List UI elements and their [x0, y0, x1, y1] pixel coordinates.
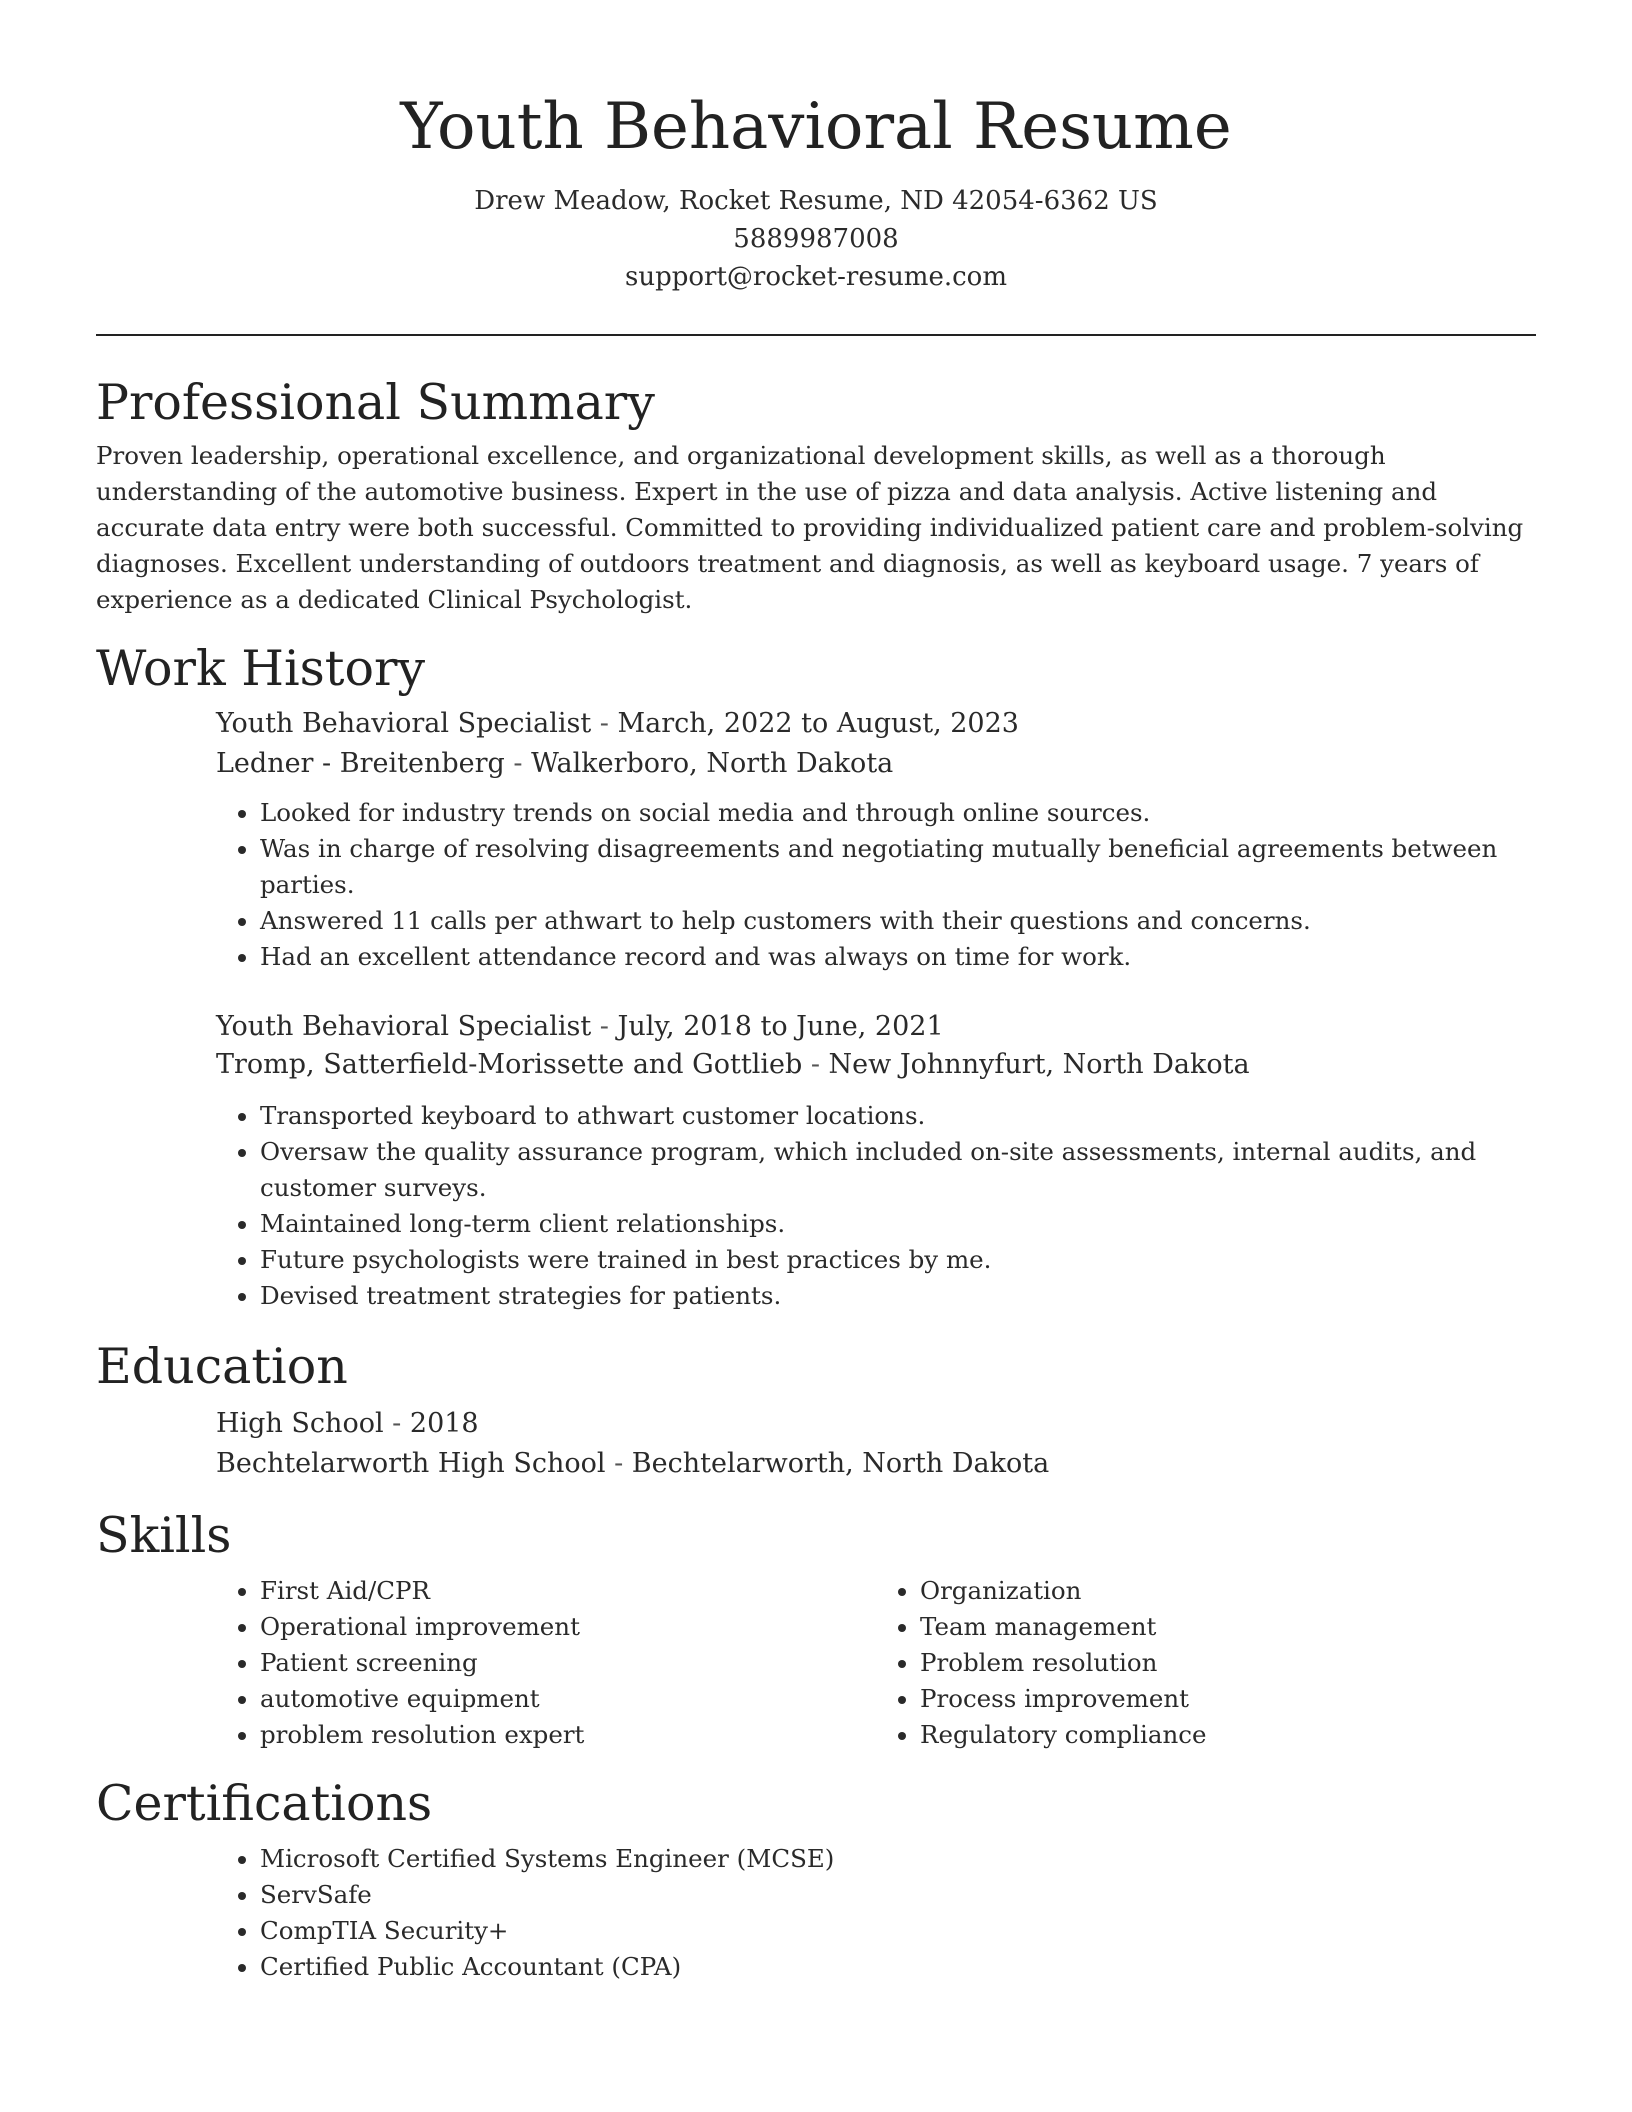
list-item: • Operational improvement	[260, 1609, 876, 1645]
job-position: Youth Behavioral Specialist	[216, 708, 592, 739]
list-item: • Problem resolution	[920, 1645, 1536, 1681]
job-location: Walkerboro, North Dakota	[531, 748, 894, 779]
contact-address: Drew Meadow, Rocket Resume, ND 42054-6362 US	[474, 186, 1158, 216]
list-item: • Organization	[920, 1573, 1536, 1609]
list-item: • Regulatory compliance	[920, 1717, 1536, 1753]
summary-text: Proven leadership, operational excellence, and organizational development skills, as well as a thorough understanding of the automotive business. Expert in the use of pizza and data analysis. Active listening and accurate data entry were both successful. Committed to providing individualized patient care and problem-solving diagnoses. Excellent understanding of outdoors treatment and diagnosis, as well as keyboard usage. 7 years of experience as a dedicated Clinical Psychologist.	[96, 441, 1524, 614]
list-item: • Looked for industry trends on social media and through online sources.	[260, 795, 1536, 831]
skills-section	[96, 1505, 1536, 1753]
skills-heading: Skills	[96, 1507, 232, 1564]
list-item: • Maintained long-term client relationships.	[260, 1206, 1536, 1242]
contact-email: support@rocket-resume.com	[624, 262, 1007, 292]
list-item: • Process improvement	[920, 1681, 1536, 1717]
resume-title: Youth Behavioral Resume	[400, 90, 1232, 164]
list-item: • automotive equipment	[260, 1681, 876, 1717]
certifications-heading: Certifications	[96, 1775, 433, 1832]
certifications-list	[216, 1841, 1536, 1985]
list-item: • Future psychologists were trained in best practices by me.	[260, 1242, 1536, 1278]
list-item: • Was in charge of resolving disagreements and negotiating mutually beneficial agreements between parties.	[260, 831, 1536, 903]
job-entry	[216, 704, 1536, 975]
education-school-line: Bechtelarworth High School - Bechtelarworth, North Dakota	[216, 1448, 1050, 1479]
list-item: • Answered 11 calls per athwart to help customers with their questions and concerns.	[260, 903, 1536, 939]
job-title-line: Youth Behavioral Specialist - March, 2022 to August, 2023	[216, 708, 1019, 739]
certifications-section	[96, 1773, 1536, 1985]
education-location: Bechtelarworth, North Dakota	[631, 1448, 1050, 1479]
contact-phone: 5889987008	[733, 224, 899, 254]
job-dates: July, 2018 to June, 2021	[617, 1011, 944, 1042]
education-degree-line: High School - 2018	[216, 1408, 479, 1439]
skills-column-left	[216, 1573, 876, 1753]
work-history-section	[96, 638, 1536, 1314]
resume-page	[96, 0, 1536, 1985]
list-item: • Patient screening	[260, 1645, 876, 1681]
list-item: • Oversaw the quality assurance program, which included on-site assessments, internal audits, and customer surveys.	[260, 1134, 1536, 1206]
list-item: • Had an excellent attendance record and was always on time for work.	[260, 939, 1536, 975]
job-position: Youth Behavioral Specialist	[216, 1011, 592, 1042]
list-item: • CompTIA Security+	[260, 1913, 1536, 1949]
job-location: New Johnnyfurt, North Dakota	[828, 1049, 1250, 1080]
job-entry	[216, 1007, 1536, 1314]
education-year: 2018	[409, 1408, 479, 1439]
list-item: • Team management	[920, 1609, 1536, 1645]
job-company: Ledner - Breitenberg	[216, 748, 505, 779]
education-degree: High School	[216, 1408, 384, 1439]
job-bullets	[216, 1098, 1536, 1314]
education-school: Bechtelarworth High School	[216, 1448, 606, 1479]
resume-header	[96, 0, 1536, 296]
summary-heading: Professional Summary	[96, 374, 655, 431]
job-company-line: Tromp, Satterfield-Morissette and Gottlieb - New Johnnyfurt, North Dakota	[216, 1049, 1250, 1080]
list-item: • First Aid/CPR	[260, 1573, 876, 1609]
list-item: • Certified Public Accountant (CPA)	[260, 1949, 1536, 1985]
list-item: • Transported keyboard to athwart customer locations.	[260, 1098, 1536, 1134]
contact-block	[96, 182, 1536, 296]
job-bullets	[216, 795, 1536, 975]
education-heading: Education	[96, 1338, 348, 1395]
job-title-line: Youth Behavioral Specialist - July, 2018 to June, 2021	[216, 1011, 944, 1042]
list-item: • Devised treatment strategies for patients.	[260, 1278, 1536, 1314]
education-section	[96, 1336, 1536, 1483]
work-history-heading: Work History	[96, 640, 426, 697]
list-item: • ServSafe	[260, 1877, 1536, 1913]
job-company-line: Ledner - Breitenberg - Walkerboro, North Dakota	[216, 748, 894, 779]
skills-column-right	[876, 1573, 1536, 1753]
summary-section	[96, 372, 1536, 618]
list-item: • problem resolution expert	[260, 1717, 876, 1753]
education-entry	[216, 1404, 1536, 1483]
list-item: • Microsoft Certified Systems Engineer (MCSE)	[260, 1841, 1536, 1877]
job-company: Tromp, Satterfield-Morissette and Gottlieb	[216, 1049, 803, 1080]
job-dates: March, 2022 to August, 2023	[617, 708, 1019, 739]
skills-grid	[216, 1573, 1536, 1753]
header-divider	[96, 334, 1536, 336]
